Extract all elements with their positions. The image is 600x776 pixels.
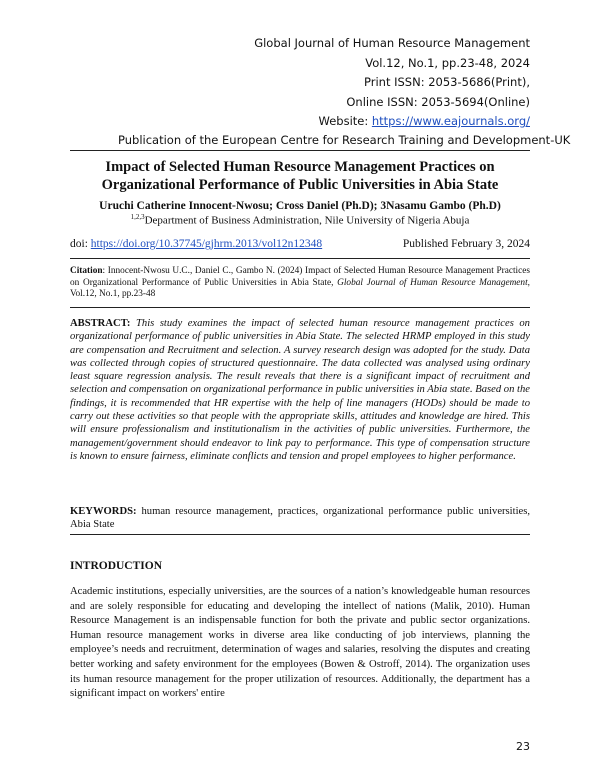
- website-label: Website:: [318, 114, 372, 128]
- keywords-block: [70, 505, 530, 531]
- introduction-paragraph: Academic institutions, especially universities, are the sources of a nation’s knowledgeable human resources and are solely responsible for educating and developing the intellect of nations (Malik, 2010). Human Resource Management is an indispensable function for both the private and public sector organizations. Human resource management works in diverse area like conducting of job interviews, planning the employee’s needs and recruitment, determination of wages and salaries, resolving the disputes and creating better working and safety environment for the employees (Bowen & Ostroff, 2014). The organization uses its human resource management for the proper utilization of resources. Additionally, the department has a significant impact on workers' entire: [70, 586, 530, 700]
- affiliation-text: Department of Business Administration, Nile University of Nigeria Abuja: [144, 214, 470, 227]
- divider-keywords: [70, 534, 530, 535]
- citation-text: : Innocent-Nwosu U.C., Daniel C., Gambo N. (2024) Impact of Selected Human Resource Management Practices on Organizational Performance of Public Universities in Abia State,: [70, 266, 530, 288]
- keywords-label: KEYWORDS:: [70, 506, 142, 517]
- divider-top: [70, 150, 530, 151]
- title-line-1: Impact of Selected Human Resource Management Practices on: [105, 159, 495, 175]
- title-line-2: Organizational Performance of Public Universities in Abia State: [101, 177, 499, 193]
- abstract-text: This study examines the impact of selected human resource management practices on organizational performance of public universities in Abia State. The selected HRMP employed in this study are compensation and Recruitment and selection. A survey research design was adopted for the study. Data was collected through copies of structured questionnaire. The data collected was analysed using ordinary least square regression analysis. The result reveals that there is a significant impact of recruitment and selection and compensation on organizational performance in public universities in Abia state. Based on the findings, it is recommended that HR expertise with the help of line managers (HODs) should be made to carry out these activities so that people with the appropriate skills, attitudes and knowledge are hired. This will ensure professionalism and institutionalism in the activities of public universities. Furthermore, the management/government should endeavor to link pay to performance. This type of compensation structure is known to ensure fairness, eliminate conflicts and tension and propel employees to higher performance.: [70, 318, 530, 462]
- article-title: [70, 158, 530, 194]
- author-list: Uruchi Catherine Innocent-Nwosu; Cross Daniel (Ph.D); 3Nasamu Gambo (Ph.D): [99, 200, 501, 212]
- citation-block: [70, 266, 530, 301]
- page-number: 23: [516, 740, 530, 753]
- journal-name: Global Journal of Human Resource Management: [254, 36, 530, 50]
- abstract-block: [70, 317, 530, 463]
- publication-line: Publication of the European Centre for Research Training and Development-UK: [118, 133, 571, 147]
- doi-row: [70, 238, 530, 250]
- published-date: Published February 3, 2024: [402, 238, 530, 250]
- affiliation-superscript: 1,2,3: [130, 213, 145, 221]
- doi-label: doi:: [70, 238, 91, 250]
- doi: [70, 238, 322, 250]
- website-link[interactable]: https://www.eajournals.org/: [371, 114, 530, 128]
- doi-link[interactable]: https://doi.org/10.37745/gjhrm.2013/vol12n12348: [90, 238, 323, 250]
- online-issn: Online ISSN: 2053-5694(Online): [346, 94, 530, 109]
- keywords-text: human resource management, practices, organizational performance public universities, Abia State: [70, 506, 530, 530]
- running-header: [254, 34, 530, 132]
- affiliation: [70, 213, 530, 227]
- section-heading-introduction: INTRODUCTION: [70, 560, 163, 572]
- citation-tail: , Vol.12, No.1, pp.23-48: [70, 277, 530, 299]
- divider-doi: [70, 258, 530, 259]
- divider-citation: [70, 307, 530, 308]
- website-line: [254, 112, 530, 132]
- print-issn: Print ISSN: 2053-5686(Print),: [364, 75, 530, 89]
- volume-info: Vol.12, No.1, pp.23-48, 2024: [365, 55, 530, 70]
- citation-label: Citation: [70, 266, 103, 276]
- abstract-label: ABSTRACT:: [70, 318, 136, 329]
- citation-journal: Global Journal of Human Resource Management: [337, 277, 528, 288]
